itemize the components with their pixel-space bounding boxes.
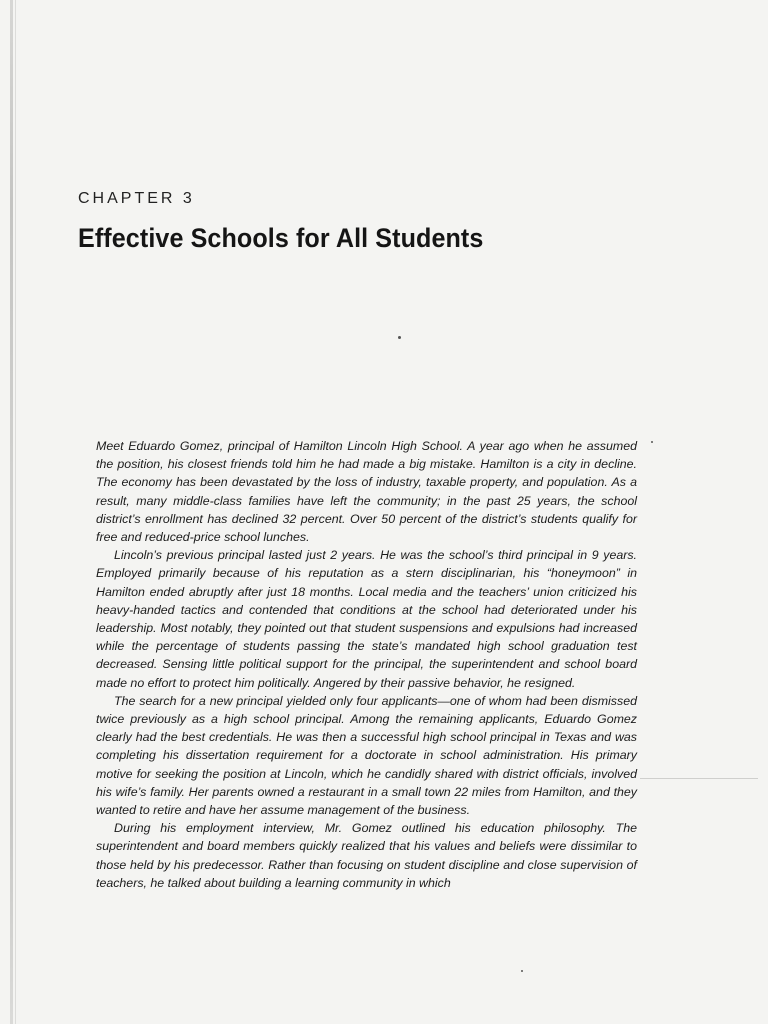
scan-speck: [651, 441, 653, 443]
page-binding-edge: [10, 0, 13, 1024]
chapter-label: CHAPTER 3: [78, 190, 195, 207]
paragraph: Meet Eduardo Gomez, principal of Hamilton Lincoln High School. A year ago when he assumed the position, his closest friends told him he had made a big mistake. Hamilton is a city in decline. The economy has been devastated by the loss of industry, taxable property, and population. As a result, many middle-class families have left the community; in the past 25 years, the school district’s enrollment has declined 32 percent. Over 50 percent of the district’s students qualify for free and reduced-price school lunches.: [96, 439, 637, 545]
chapter-body-text: [96, 437, 637, 892]
paragraph: The search for a new principal yielded only four applicants—one of whom had been dismissed twice previously as a high school principal. Among the remaining applicants, Eduardo Gomez clearly had the best credentials. He was then a successful high school principal in Texas and was completing his dissertation requirement for a doctorate in school administration. His primary motive for seeking the position at Lincoln, which he candidly shared with district officials, involved his wife’s family. Her parents owned a restaurant in a small town 22 miles from Hamilton, and they wanted to retire and have her assume management of the business.: [96, 693, 637, 818]
paragraph: Lincoln’s previous principal lasted just 2 years. He was the school’s third principal in 9 years. Employed primarily because of his reputation as a stern disciplinarian, his “honeymoon” in Hamilton ended abruptly after just 18 months. Local media and the teachers’ union criticized his heavy-handed tactics and contended that conditions at the school had deteriorated under his leadership. Most notably, they pointed out that student suspensions and expulsions had increased while the percentage of students passing the state’s mandated high school graduation test decreased. Sensing little political support for the principal, the superintendent and school board made no effort to protect him politically. Angered by their passive behavior, he resigned.: [96, 548, 637, 690]
chapter-title: Effective Schools for All Students: [78, 223, 484, 253]
paragraph: During his employment interview, Mr. Gomez outlined his education philosophy. The superintendent and board members quickly realized that his values and beliefs were dissimilar to those held by his predecessor. Rather than focusing on student discipline and close supervision of teachers, he talked about building a learning community in which: [96, 821, 637, 890]
page-binding-shadow: [15, 0, 16, 1024]
scan-speck: [521, 970, 523, 972]
scan-speck: [398, 336, 401, 339]
scan-artifact-line: [640, 778, 758, 779]
